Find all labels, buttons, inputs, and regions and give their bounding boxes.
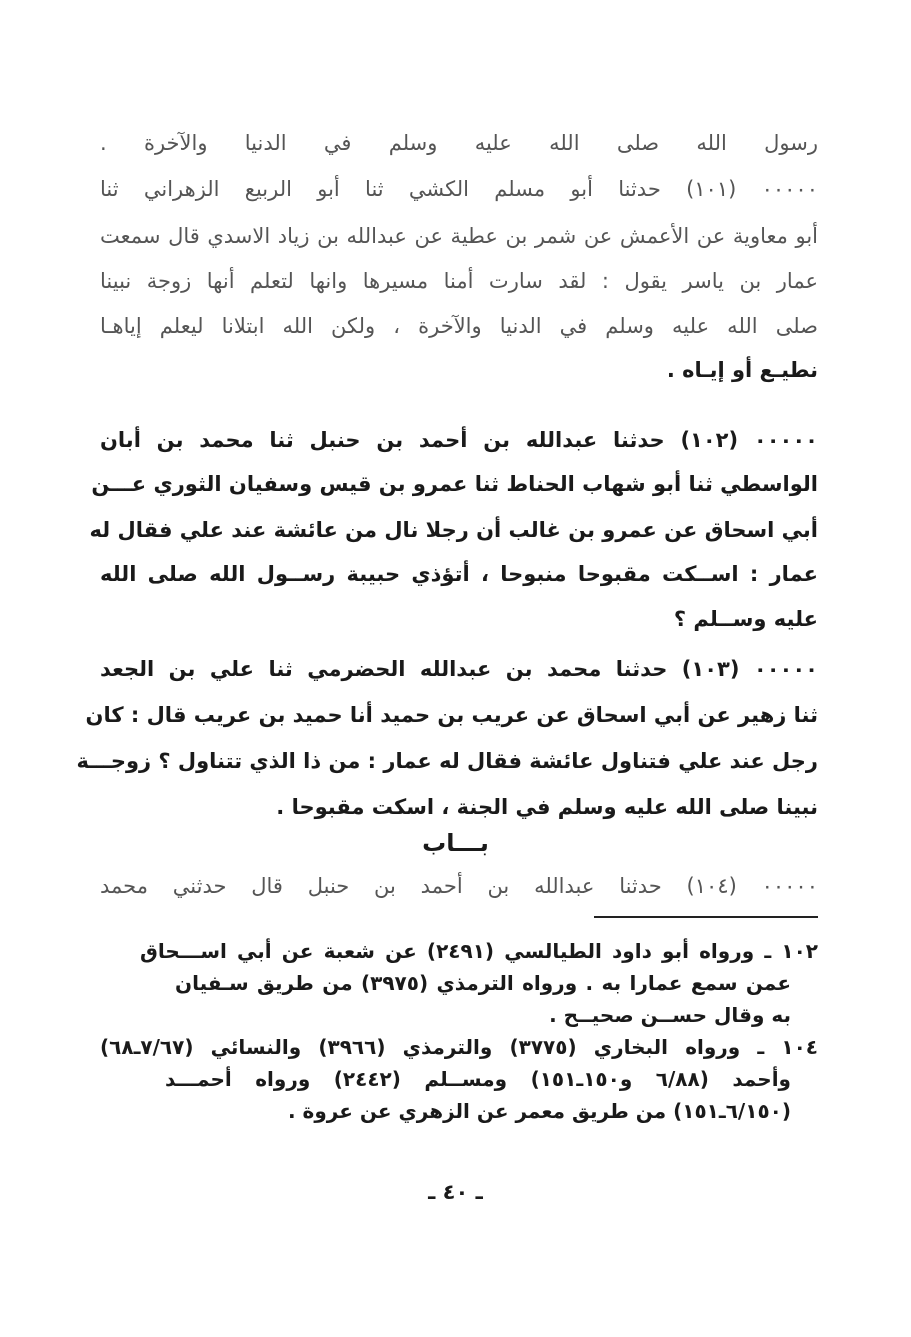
text-line: أبي اسحاق عن عمرو بن غالب أن رجلا نال من عائشة عند علي فقال له	[89, 518, 818, 542]
footnote-line: عمن سمع عمارا به . ورواه الترمذي (٣٩٧٥) من طريق سـفيان	[175, 971, 791, 995]
text-line: نبينا صلى الله عليه وسلم في الجنة ، اسكت مقبوحا .	[276, 795, 818, 819]
text-line: ٠٠٠٠٠ (١٠٤) حدثنا عبدالله بن أحمد بن حنبل قال حدثني محمد	[100, 874, 818, 898]
text-line: ثنا زهير عن أبي اسحاق عن عريب بن حميد أنا حميد بن عريب قال : كان	[85, 703, 818, 727]
text-line: الواسطي ثنا أبو شهاب الحناط ثنا عمرو بن قيس وسفيان الثوري عـــن	[91, 472, 818, 496]
text-line: أبو معاوية عن الأعمش عن شمر بن عطية عن عبدالله بن زياد الاسدي قال سمعت	[100, 224, 818, 248]
text-line: ٠٠٠٠٠ (١٠٣) حدثنا محمد بن عبدالله الحضرمي ثنا علي بن الجعد	[100, 657, 818, 681]
text-line: صلى الله عليه وسلم في الدنيا والآخرة ، ولكن الله ابتلانا ليعلم إياهـا	[100, 314, 818, 338]
text-line: نطيـع أو إيـاه .	[666, 358, 818, 382]
text-line: ٠٠٠٠٠ (١٠٢) حدثنا عبدالله بن أحمد بن حنبل ثنا محمد بن أبان	[100, 428, 818, 452]
text-line: عمار بن ياسر يقول : لقد سارت أمنا مسيرها وانها لتعلم أنها زوجة نبينا	[100, 269, 818, 293]
text-line: رسول الله صلى الله عليه وسلم في الدنيا والآخرة .	[100, 131, 818, 155]
page-number: ـ ٤٠ ـ	[428, 1180, 483, 1204]
footnote-line: ١٠٤ ـ ورواه البخاري (٣٧٧٥) والترمذي (٣٩٦٦) والنسائي (٧/٦٧ـ٦٨)	[100, 1035, 818, 1059]
footnote-line: به وقال حســن صحيــح .	[549, 1003, 791, 1027]
text-line: عمار : اســكت مقبوحا منبوحا ، أتؤذي حبيبة رســول الله صلى الله	[100, 562, 818, 586]
text-line: ٠٠٠٠٠ (١٠١) حدثنا أبو مسلم الكشي ثنا أبو الربيع الزهراني ثنا	[100, 177, 818, 201]
footnote-divider	[594, 916, 818, 918]
text-line: عليه وســلم ؟	[673, 607, 818, 631]
footnote-line: (٦/١٥٠ـ١٥١) من طريق معمر عن الزهري عن عروة .	[287, 1099, 791, 1123]
section-heading: بـــاب	[422, 829, 489, 857]
text-line: رجل عند علي فتناول عائشة فقال له عمار : من ذا الذي تتناول ؟ زوجـــة	[76, 749, 818, 773]
footnote-line: وأحمد (٦/٨٨ و١٥٠ـ١٥١) ومســلم (٢٤٤٢) ورواه أحمـــد	[165, 1067, 791, 1091]
footnote-line: ١٠٢ ـ ورواه أبو داود الطيالسي (٢٤٩١) عن شعبة عن أبي اســـحاق	[140, 939, 818, 963]
